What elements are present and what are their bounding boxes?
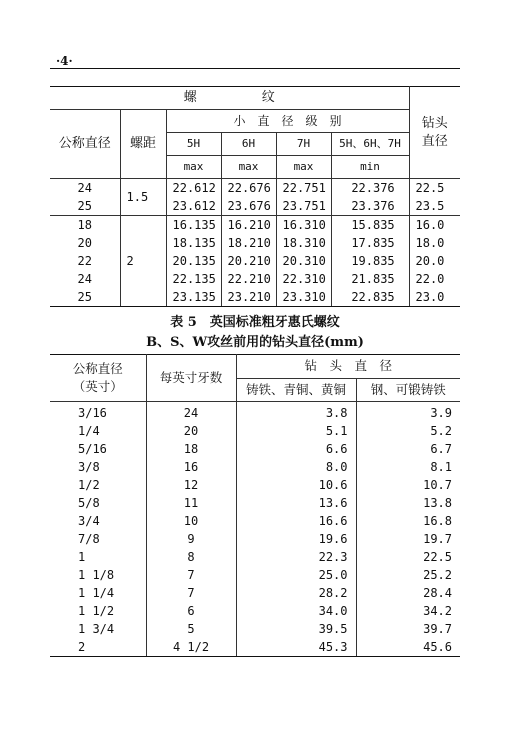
grade-5h-cell: 22.612 xyxy=(166,179,221,198)
nominal-size-cell: 5/8 xyxy=(50,494,146,512)
table-row xyxy=(50,458,460,476)
pitch-cell: 1.5 xyxy=(120,179,166,216)
grade-7h-cell: 23.310 xyxy=(276,288,331,307)
tpi-cell: 4 1/2 xyxy=(146,638,236,657)
table-row xyxy=(50,638,460,657)
table-row xyxy=(50,270,460,288)
nominal-size-cell: 1 xyxy=(50,548,146,566)
grade-min-cell: 22.376 xyxy=(331,179,409,198)
pitch-header: 螺距 xyxy=(120,110,166,179)
nominal-size-cell: 2 xyxy=(50,638,146,657)
grade-6h-cell: 18.210 xyxy=(221,234,276,252)
steel-header: 钢、可锻铸铁 xyxy=(356,378,460,402)
grade-min-cell: 22.835 xyxy=(331,288,409,307)
tpi-cell: 16 xyxy=(146,458,236,476)
tpi-cell: 18 xyxy=(146,440,236,458)
grade-7h-cell: 23.751 xyxy=(276,197,331,216)
limit-header-max: max xyxy=(221,156,276,179)
table-row xyxy=(50,584,460,602)
drill-diameter-cell: 16.0 xyxy=(409,216,460,235)
grade-header-7h: 7H xyxy=(276,133,331,156)
table-row xyxy=(50,620,460,638)
whitworth-drill-table xyxy=(50,354,460,657)
grade-min-cell: 21.835 xyxy=(331,270,409,288)
cast-iron-drill-cell: 3.8 xyxy=(236,402,356,423)
tpi-cell: 7 xyxy=(146,566,236,584)
cast-iron-drill-cell: 25.0 xyxy=(236,566,356,584)
tpi-cell: 20 xyxy=(146,422,236,440)
grade-7h-cell: 22.310 xyxy=(276,270,331,288)
steel-drill-cell: 16.8 xyxy=(356,512,460,530)
steel-drill-cell: 19.7 xyxy=(356,530,460,548)
table-row xyxy=(50,530,460,548)
nominal-size-cell: 1 1/8 xyxy=(50,566,146,584)
cast-iron-drill-cell: 13.6 xyxy=(236,494,356,512)
cast-iron-drill-cell: 19.6 xyxy=(236,530,356,548)
tpi-cell: 7 xyxy=(146,584,236,602)
steel-drill-cell: 34.2 xyxy=(356,602,460,620)
table-row xyxy=(50,234,460,252)
table-row xyxy=(50,440,460,458)
nominal-size-cell: 1/4 xyxy=(50,422,146,440)
thread-header: 螺 纹 xyxy=(50,87,409,110)
cast-iron-drill-cell: 16.6 xyxy=(236,512,356,530)
cast-iron-drill-cell: 6.6 xyxy=(236,440,356,458)
grade-header-all: 5H、6H、7H xyxy=(331,133,409,156)
cast-iron-drill-cell: 5.1 xyxy=(236,422,356,440)
drill-diameter-header: 钻 头 直 径 xyxy=(236,355,460,379)
steel-drill-cell: 22.5 xyxy=(356,548,460,566)
table-row xyxy=(50,422,460,440)
table-row xyxy=(50,476,460,494)
table-row xyxy=(50,402,460,423)
tpi-cell: 12 xyxy=(146,476,236,494)
tpi-cell: 24 xyxy=(146,402,236,423)
drill-diameter-cell: 20.0 xyxy=(409,252,460,270)
drill-diameter-cell: 18.0 xyxy=(409,234,460,252)
nominal-size-cell: 5/16 xyxy=(50,440,146,458)
limit-header-max: max xyxy=(276,156,331,179)
grade-6h-cell: 23.210 xyxy=(221,288,276,307)
grade-5h-cell: 18.135 xyxy=(166,234,221,252)
tpi-header: 每英寸牙数 xyxy=(146,355,236,402)
drill-diameter-cell: 22.0 xyxy=(409,270,460,288)
tpi-cell: 9 xyxy=(146,530,236,548)
nominal-size-cell: 1 1/2 xyxy=(50,602,146,620)
page-number: ·4· xyxy=(56,54,73,68)
steel-drill-cell: 39.7 xyxy=(356,620,460,638)
nominal-diameter-cell: 22 xyxy=(50,252,120,270)
table-row xyxy=(50,252,460,270)
table-row xyxy=(50,179,460,198)
grade-7h-cell: 18.310 xyxy=(276,234,331,252)
drill-diameter-header-line1: 钻头 xyxy=(421,115,448,131)
grade-7h-cell: 16.310 xyxy=(276,216,331,235)
pitch-cell: 2 xyxy=(120,216,166,307)
grade-7h-cell: 20.310 xyxy=(276,252,331,270)
drill-diameter-cell: 23.0 xyxy=(409,288,460,307)
cast-iron-drill-cell: 39.5 xyxy=(236,620,356,638)
table5-subtitle: B、S、W攻丝前用的钻头直径(mm) xyxy=(146,335,364,350)
table-row xyxy=(50,494,460,512)
cast-iron-drill-cell: 22.3 xyxy=(236,548,356,566)
table-row xyxy=(50,512,460,530)
grade-5h-cell: 16.135 xyxy=(166,216,221,235)
cast-iron-drill-cell: 45.3 xyxy=(236,638,356,657)
drill-diameter-cell: 23.5 xyxy=(409,197,460,216)
grade-6h-cell: 20.210 xyxy=(221,252,276,270)
nominal-size-cell: 1/2 xyxy=(50,476,146,494)
steel-drill-cell: 8.1 xyxy=(356,458,460,476)
cast-iron-drill-cell: 10.6 xyxy=(236,476,356,494)
steel-drill-cell: 6.7 xyxy=(356,440,460,458)
limit-header-max: max xyxy=(166,156,221,179)
grade-5h-cell: 23.612 xyxy=(166,197,221,216)
tpi-cell: 11 xyxy=(146,494,236,512)
limit-header-min: min xyxy=(331,156,409,179)
tpi-cell: 5 xyxy=(146,620,236,638)
thread-minor-diameter-table xyxy=(50,86,460,307)
tpi-cell: 6 xyxy=(146,602,236,620)
nominal-size-cell: 1 1/4 xyxy=(50,584,146,602)
table-row xyxy=(50,602,460,620)
steel-drill-cell: 5.2 xyxy=(356,422,460,440)
nominal-diameter-header xyxy=(50,355,146,402)
steel-drill-cell: 45.6 xyxy=(356,638,460,657)
steel-drill-cell: 10.7 xyxy=(356,476,460,494)
grade-min-cell: 19.835 xyxy=(331,252,409,270)
grade-min-cell: 15.835 xyxy=(331,216,409,235)
drill-diameter-cell: 22.5 xyxy=(409,179,460,198)
table-row xyxy=(50,197,460,216)
table-row xyxy=(50,288,460,307)
grade-5h-cell: 20.135 xyxy=(166,252,221,270)
nominal-size-cell: 7/8 xyxy=(50,530,146,548)
nominal-diameter-header-line2: （英寸） xyxy=(72,379,123,394)
nominal-size-cell: 3/8 xyxy=(50,458,146,476)
nominal-diameter-cell: 18 xyxy=(50,216,120,235)
grade-header-6h: 6H xyxy=(221,133,276,156)
steel-drill-cell: 28.4 xyxy=(356,584,460,602)
grade-7h-cell: 22.751 xyxy=(276,179,331,198)
nominal-diameter-header-line1: 公称直径 xyxy=(72,361,123,376)
nominal-diameter-header: 公称直径 xyxy=(50,110,120,179)
cast-iron-drill-cell: 8.0 xyxy=(236,458,356,476)
nominal-diameter-cell: 24 xyxy=(50,270,120,288)
nominal-diameter-cell: 25 xyxy=(50,197,120,216)
steel-drill-cell: 3.9 xyxy=(356,402,460,423)
cast-iron-header: 铸铁、青铜、黄铜 xyxy=(236,378,356,402)
table-row xyxy=(50,548,460,566)
minor-diameter-grade-header: 小 直 径 级 别 xyxy=(166,110,409,133)
nominal-size-cell: 1 3/4 xyxy=(50,620,146,638)
table5-title: 表 5 英国标准粗牙惠氏螺纹 xyxy=(170,315,340,330)
grade-5h-cell: 23.135 xyxy=(166,288,221,307)
nominal-size-cell: 3/16 xyxy=(50,402,146,423)
grade-min-cell: 23.376 xyxy=(331,197,409,216)
cast-iron-drill-cell: 34.0 xyxy=(236,602,356,620)
nominal-diameter-cell: 20 xyxy=(50,234,120,252)
grade-6h-cell: 23.676 xyxy=(221,197,276,216)
table-row xyxy=(50,216,460,235)
nominal-diameter-cell: 24 xyxy=(50,179,120,198)
tpi-cell: 8 xyxy=(146,548,236,566)
grade-5h-cell: 22.135 xyxy=(166,270,221,288)
tpi-cell: 10 xyxy=(146,512,236,530)
nominal-size-cell: 3/4 xyxy=(50,512,146,530)
steel-drill-cell: 25.2 xyxy=(356,566,460,584)
cast-iron-drill-cell: 28.2 xyxy=(236,584,356,602)
steel-drill-cell: 13.8 xyxy=(356,494,460,512)
grade-min-cell: 17.835 xyxy=(331,234,409,252)
drill-diameter-header-line2: 直径 xyxy=(421,133,448,149)
grade-6h-cell: 22.210 xyxy=(221,270,276,288)
table-row xyxy=(50,566,460,584)
grade-6h-cell: 22.676 xyxy=(221,179,276,198)
nominal-diameter-cell: 25 xyxy=(50,288,120,307)
grade-header-5h: 5H xyxy=(166,133,221,156)
header-rule xyxy=(50,68,460,69)
drill-diameter-header xyxy=(409,87,460,179)
grade-6h-cell: 16.210 xyxy=(221,216,276,235)
